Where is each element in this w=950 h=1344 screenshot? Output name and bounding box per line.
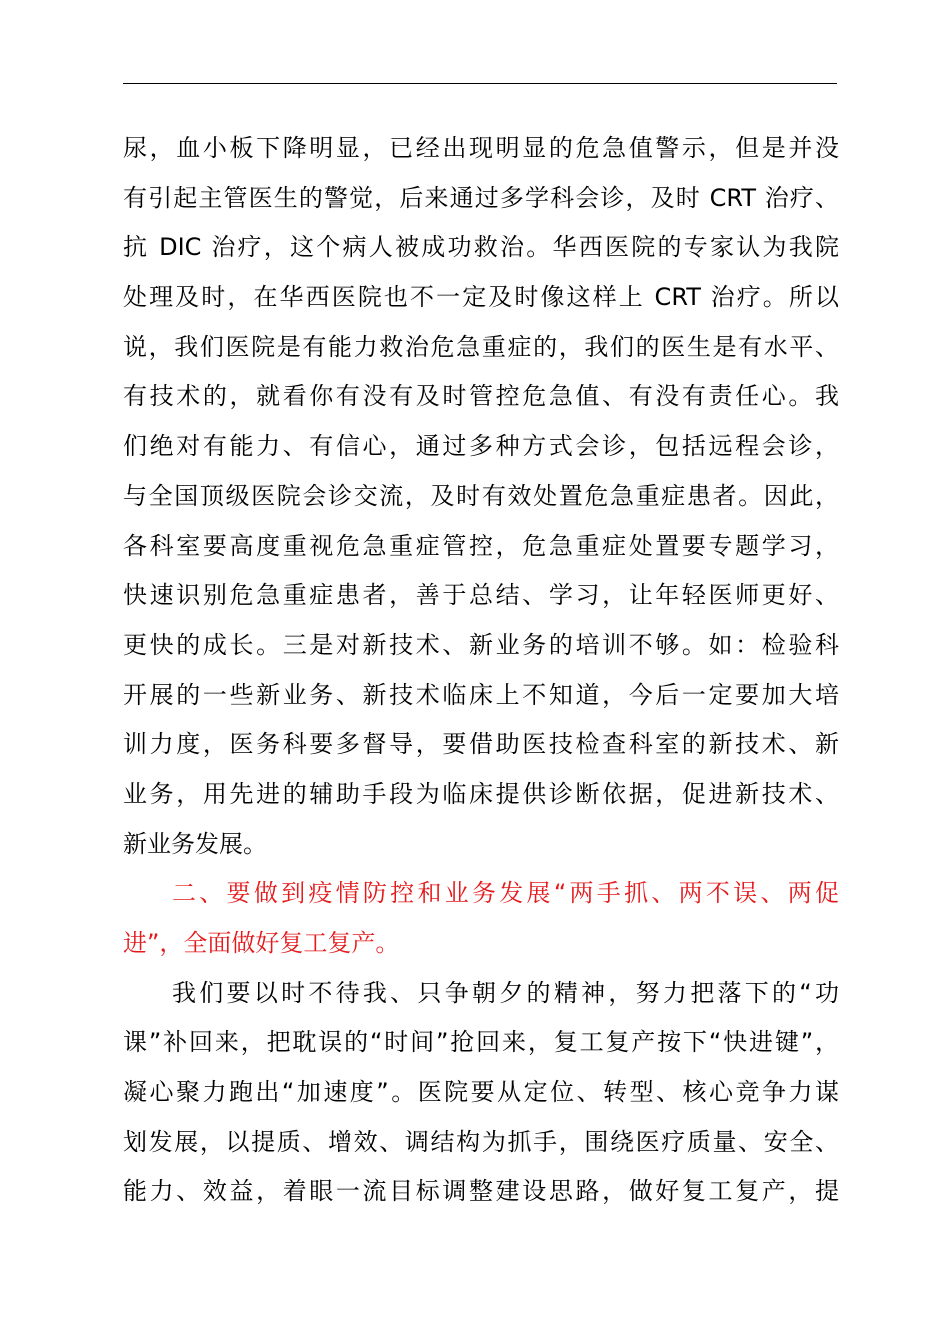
text-line: 划发展，以提质、增效、调结构为抓手，围绕医疗质量、安全、 <box>123 1127 839 1156</box>
text-line: 快速识别危急重症患者，善于总结、学习，让年轻医师更好、 <box>123 581 839 610</box>
text-line: 与全国顶级医院会诊交流，及时有效处置危急重症患者。因此， <box>123 481 839 510</box>
text-line: 尿，血小板下降明显，已经出现明显的危急值警示，但是并没 <box>123 134 839 162</box>
text-line: 各科室要高度重视危急重症管控，危急重症处置要专题学习， <box>123 531 839 560</box>
text-line: 训力度，医务科要多督导，要借助医技检查科室的新技术、新 <box>123 730 839 759</box>
text-line: 们绝对有能力、有信心，通过多种方式会诊，包括远程会诊， <box>123 432 839 461</box>
text-line: 更快的成长。三是对新技术、新业务的培训不够。如：检验科 <box>123 630 839 659</box>
text-line: 课”补回来，把耽误的“时间”抢回来，复工复产按下“快进键”， <box>123 1028 839 1057</box>
section-heading-line: 进”，全面做好复工复产。 <box>123 929 400 957</box>
text-line: 能力、效益，着眼一流目标调整建设思路，做好复工复产，提 <box>123 1177 839 1206</box>
text-line: 新业务发展。 <box>123 829 267 858</box>
header-rule <box>123 83 837 84</box>
section-heading-line: 二、要做到疫情防控和业务发展“两手抓、两不误、两促 <box>172 879 839 908</box>
document-body <box>123 124 839 1217</box>
text-line: 抗 DIC 治疗，这个病人被成功救治。华西医院的专家认为我院 <box>123 233 839 262</box>
text-line: 处理及时，在华西医院也不一定及时像这样上 CRT 治疗。所以 <box>123 283 839 312</box>
text-line: 有技术的，就看你有没有及时管控危急值、有没有责任心。我 <box>123 382 839 411</box>
text-line: 凝心聚力跑出“加速度”。医院要从定位、转型、核心竞争力谋 <box>123 1078 839 1107</box>
text-line: 有引起主管医生的警觉，后来通过多学科会诊，及时 CRT 治疗、 <box>123 183 839 212</box>
text-line: 业务，用先进的辅助手段为临床提供诊断依据，促进新技术、 <box>123 779 839 808</box>
text-line: 我们要以时不待我、只争朝夕的精神，努力把落下的“功 <box>172 978 839 1007</box>
text-line: 开展的一些新业务、新技术临床上不知道，今后一定要加大培 <box>123 680 839 709</box>
text-line: 说，我们医院是有能力救治危急重症的，我们的医生是有水平、 <box>123 332 839 361</box>
